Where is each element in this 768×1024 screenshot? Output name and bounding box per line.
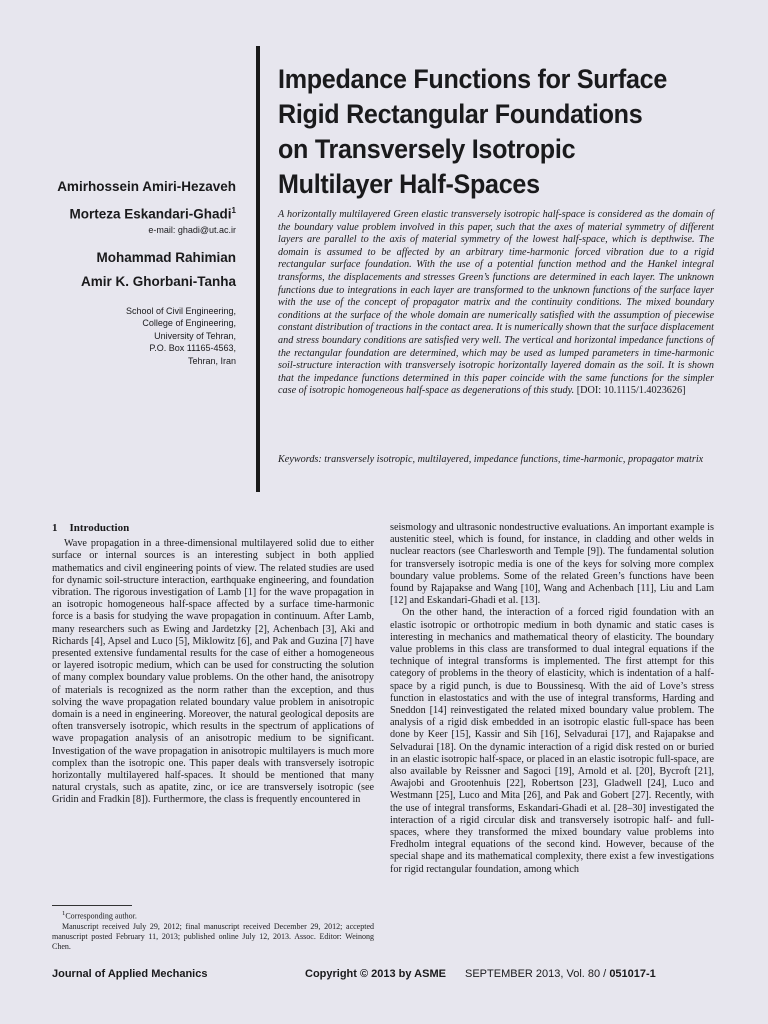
footnote-line: Manuscript received July 29, 2012; final manuscript received December 29, 2012; accepted manuscript posted February 11, 2013; published online July 12, 2013. Assoc. Editor: Weinong Chen. [52,921,374,951]
issue-text: SEPTEMBER 2013, Vol. 80 / [465,968,607,980]
author-name [14,202,236,224]
paragraph: On the other hand, the interaction of a forced rigid foundation with an elastic isotropic or orthotropic medium in both dynamic and static cases is interesting in mechanics and mathematical theory of elasticity. The boundary value problems in this class are transformed to dual integral equations if the technique of integral transforms is implemented. The first attempt for this category of problems in the theory of elasticity, which is indentation of a half-space by a rigid punch, is due to Boussinesq. With the aid of Love’s stress function in elastostatics and with the use of integral transforms, Harding and Sneddon [14] reinvestigated the related mixed boundary value problem. The analysis of a rigid disk embedded in an isotropic elastic full-space has been done by Keer [15], Kassir and Sih [16], Selvadurai [17], and Rajapakse and Selvadurai [18]. On the dynamic interaction of a rigid disk rested on or buried in an elastic isotropic half-space, or placed in an elastic isotropic full-space, are also available by Reissner and Sagoci [19], Arnold et al. [20], Bycroft [21], Awajobi and Grootenhuis [22], Robertson [23], Gladwell [24], Luco and Westmann [25], Luco and Mita [26], and Pak and Gobert [27]. Recently, with the use of integral transforms, Eskandari-Ghadi et al. [28–30] investigated the interaction of a rigid circular disk and transversely isotropic half- and full-spaces, where they transformed the mixed boundary value problems into Fredholm integral equations of the second kind. However, because of the special shape and its mathematical complexity, there exist a few investigations for rigid rectangular foundation, among which [390,607,714,875]
page-id: 051017-1 [609,968,656,980]
author-name: Amir K. Ghorbani-Tanha [80,273,236,289]
affiliation-line: P.O. Box 11165-4563, [149,343,236,353]
footer-journal: Journal of Applied Mechanics [52,968,208,980]
abstract [278,209,714,398]
keywords: Keywords: transversely isotropic, multilayered, impedance functions, time-harmonic, propagator matrix [278,454,704,465]
footnote-marker: 1 [62,910,66,917]
affiliation-line: University of Tehran, [154,330,236,341]
left-column [52,522,374,807]
author-name: Mohammad Rahimian [96,249,236,265]
author-email[interactable]: e-mail: ghadi@ut.ac.ir [148,224,236,235]
title-line: Impedance Functions for Surface [278,64,668,94]
footer-copyright: Copyright © 2013 by ASME [305,968,446,980]
section-number: 1 [52,522,58,534]
paragraph: seismology and ultrasonic nondestructive evaluations. An important example is austenitic steel, which is found, for instance, in cladding and other welds in nuclear reactors (see Charlesworth and Temple [9]). The fundamental solution for transversely isotropic media is one of the keys for solving more complex boundary value problems. Some of the related Green’s functions have been found by Rajapakse and Wang [10], Wang and Achenbach [11], Liu and Lam [12] and Eskandari-Ghadi et al. [13]. [390,522,714,607]
paragraph: Wave propagation in a three-dimensional multilayered solid due to either surface or internal sources is an interesting subject in both applied mathematics and civil engineering points of view. The related studies are used for dynamic soil-structure interaction, earthquake engineering, and foundation vibration. The rigorous investigation of Lamb [1] for the wave propagation in an isotropic homogeneous half-space affected by a surface time-harmonic force is a basis for studying the wave propagation in continuum. After Lamb, many researchers such as Ewing and Jardetzky [2], Achenbach [3], Aki and Richards [4], Apsel and Luco [5], Miklowitz [6], and Pak and Guzina [7] have presented extensive fundamental results for the case of either a homogeneous or layered isotropic medium, which can be used for constructing the solution of many complex boundary value problems. On the other hand, the anisotropy of materials is recognized as the norm rather than the exception, and thus solving the wave propagation related boundary value problem in anisotropic domain is a need in engineering. Moreover, the natural geological deposits are often transversely isotropic, which results in the spectrum of applications of wave propagation analysis of an anisotropic medium to be significant. Investigation of the wave propagation in anisotropic multilayers is much more complex than the isotropic one. This paper deals with transversely isotropic horizontally multilayered half-spaces. It should be mentioned that many natural crystals, such as apatite, zinc, or ice are transversely isotropic (see Gridin and Fradkin [8]). Furthermore, the class is frequently encountered in [52,538,374,806]
vertical-rule [256,46,260,492]
footnote-text: Corresponding author. [65,911,137,921]
right-column [390,522,714,876]
footnote [52,909,374,952]
affiliation-line: School of Civil Engineering, [125,305,236,316]
affiliation-line: Tehran, Iran [187,355,236,366]
author-block [14,178,236,367]
paper-title [278,62,706,202]
footnote-rule [52,905,132,906]
author-name: Amirhossein Amiri-Hezaveh [57,179,236,194]
section-heading [52,522,374,534]
affiliation-line: College of Engineering, [142,318,236,328]
section-title: Introduction [69,522,130,534]
title-line: Multilayer Half-Spaces [278,169,540,199]
abstract-text: A horizontally multilayered Green elastic transversely isotropic half-space is considered as the domain of the boundary value problem involved in this paper, such that the axes of material symmetry of different layers are parallel to the axis of material symmetry of the lowest half-space, which is depthwise. The domain is assumed to be affected by an arbitrary time-harmonic forced vibration due to a rigid rectangular surface foundation. With the use of a potential function method and the Hankel integral transforms, the displacements and stresses Green’s functions are determined in each layer. The unknown functions due to integrations in each layer are transformed to the unknown functions of the surface layer with the use of the concept of propagator matrix and the continuity conditions. The mixed boundary conditions at the surface of the whole domain are numerically satisfied with the assumption of piecewise constant distribution of tractions in the contact area. It is numerically shown that the surface displacement and stress boundary conditions are satisfied very well. The vertical and horizontal impedance functions of the rectangular foundation are determined, which may be used as lumped parameters in time-harmonic soil-structure interaction with transversely isotropic horizontally layered domain as the soil. It is shown that the impedance functions determined in this paper coincide with the same functions for the simpler case of isotropic homogeneous half-space as degenerations of this study. [278,209,714,397]
doi-link[interactable]: [DOI: 10.1115/1.4023626] [576,385,686,397]
affiliation [14,305,236,368]
footnote-marker: 1 [231,206,236,215]
title-line: Rigid Rectangular Foundations [278,99,643,129]
footnote-line [52,909,374,922]
title-line: on Transversely Isotropic [278,134,576,164]
footer-issue [465,968,656,980]
author-name-text: Morteza Eskandari-Ghadi [69,206,232,222]
